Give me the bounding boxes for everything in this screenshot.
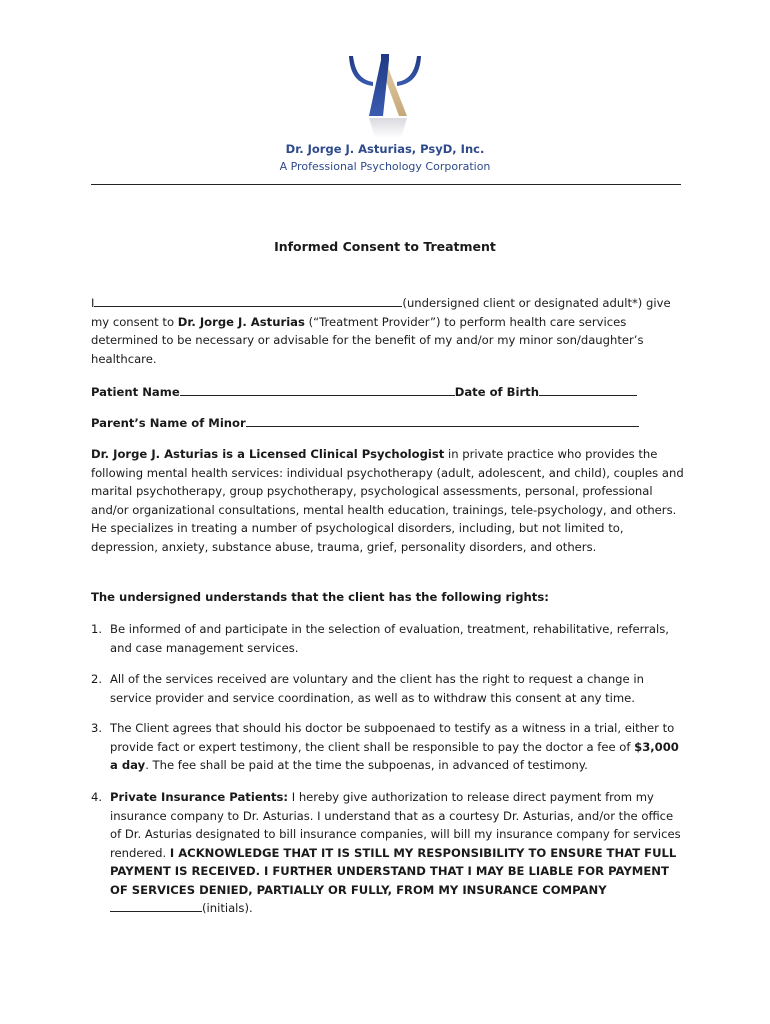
header-divider [91,184,681,185]
item-text [110,719,686,775]
rights-item-2 [91,670,686,707]
rights-item-3 [91,719,686,775]
item-number: 1. [91,622,103,636]
document-title: Informed Consent to Treatment [274,239,496,254]
item-text-before: The Client agrees that should his doctor be subpoenaed to testify as a witness in a trial, either to provide fact or expert testimony, the client shall be responsible to pay the doctor a fee of [110,721,675,754]
patient-name-label: Patient Name [91,385,180,399]
item-number: 3. [91,721,103,735]
rights-item-1 [91,620,686,657]
testimony-fee: $3,000 a day [110,739,679,772]
insurance-acknowledgement: I ACKNOWLEDGE THAT IT IS STILL MY RESPONSIBILITY TO ENSURE THAT FULL PAYMENT IS RECEIVED. I FURTHER UNDERSTAND THAT I MAY BE LIABLE FOR PAYMENT OF SERVICES DENIED, PARTIALLY OR FULLY, FROM MY INSURANCE COMPANY [110,845,677,897]
item-number: 2. [91,672,103,686]
parent-name-blank[interactable] [246,414,639,427]
item-text [110,788,686,918]
initials-label: (initials). [202,901,253,915]
firm-subtitle: A Professional Psychology Corporation [279,160,491,173]
insurance-text: I hereby give authorization to release direct payment from my insurance company to Dr. Asturias. I understand that as a courtesy Dr. Asturias, and/or the office of Dr. Asturias designated to bill insurance companies, will bill my insurance company for services rendered. [110,790,681,860]
psychology-logo [345,50,425,142]
initials-blank[interactable] [110,899,202,912]
parent-info-row [91,414,691,433]
parent-name-label: Parent’s Name of Minor [91,416,246,430]
consent-text-after: (“Treatment Provider”) to perform health care services determined to be necessary or advisable for the benefit of my and/or my minor son/daughter’s healthcare. [91,314,644,366]
rights-heading: The undersigned understands that the client has the following rights: [91,590,549,604]
patient-info-row [91,383,691,402]
consent-blank-suffix: (undersigned client or designated adult*) [402,296,643,310]
services-text: in private practice who provides the following mental health services: individual psychotherapy (adult, adolescent, and child), couples and marital psychotherapy, group psychotherapy, psychological assessments, personal, professional and/or organizational consultations, mental health education, trainings, tele-psychology, and others. He specializes in treating a number of psychological disorders, including, but not limited to, depression, anxiety, substance abuse, trauma, grief, personality disorders, and others. [91,447,684,554]
dob-blank[interactable] [539,383,637,396]
firm-name: Dr. Jorge J. Asturias, PsyD, Inc. [285,142,485,156]
services-lead: Dr. Jorge J. Asturias is a Licensed Clinical Psychologist [91,447,445,461]
item-text: Be informed of and participate in the selection of evaluation, treatment, rehabilitative, referrals, and case management services. [110,622,669,655]
consent-paragraph [91,294,691,368]
provider-name: Dr. Jorge J. Asturias [177,314,305,329]
item-number: 4. [91,790,103,804]
item-text: All of the services received are voluntary and the client has the right to request a change in service provider and service coordination, as well as to withdraw this consent at any time. [110,672,644,705]
insurance-lead: Private Insurance Patients: [110,790,289,804]
patient-name-blank[interactable] [180,383,455,396]
consent-prefix: I [91,296,95,310]
item-text-after: . The fee shall be paid at the time the subpoenas, in advanced of testimony. [145,758,588,772]
consent-text-before: give my consent to [91,296,671,329]
client-name-blank[interactable] [94,294,402,307]
dob-label: Date of Birth [454,385,539,399]
rights-item-4 [91,788,686,918]
services-paragraph [91,445,691,556]
